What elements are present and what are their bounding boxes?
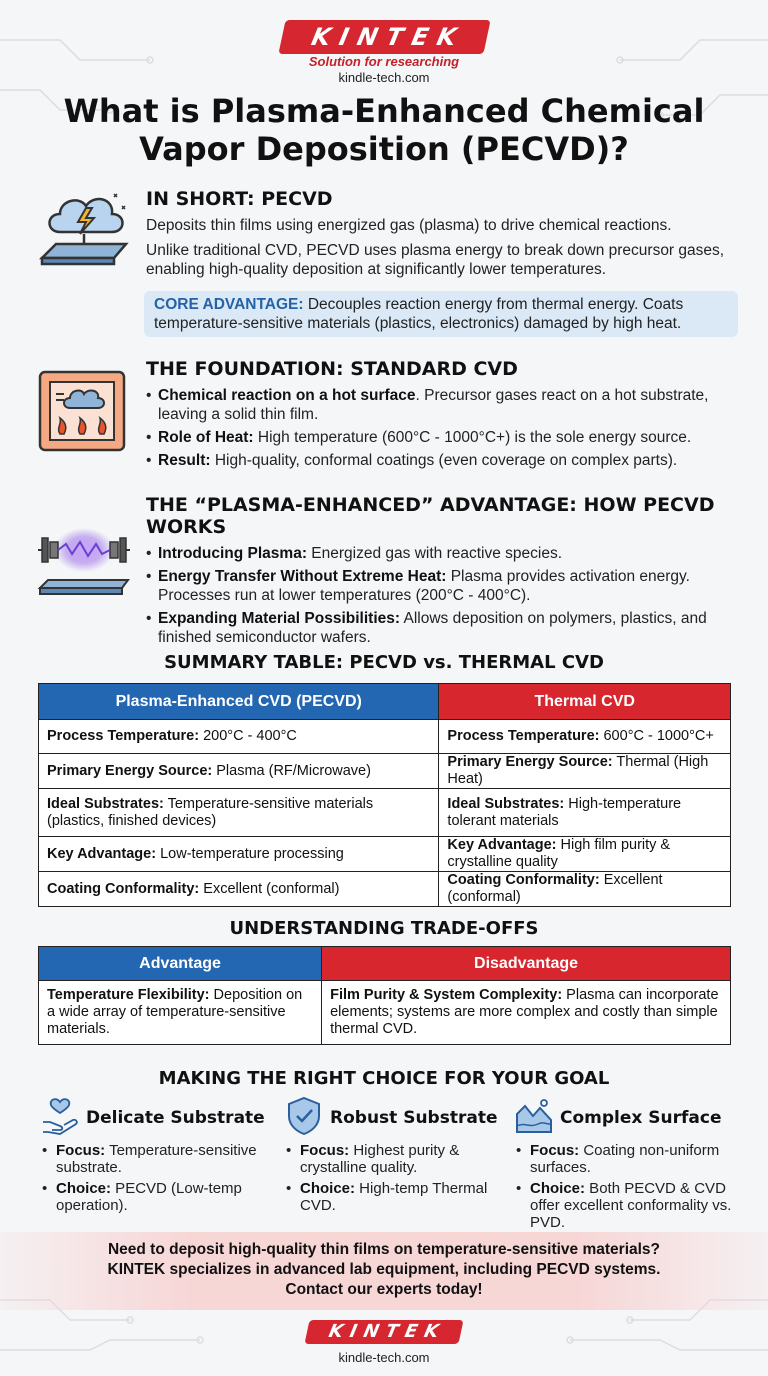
tagline: Solution for researching bbox=[308, 54, 460, 69]
hand-heart-icon bbox=[40, 1096, 80, 1136]
footer-logo[interactable] bbox=[0, 1320, 768, 1344]
list-item: • Focus: Coating non-uniform surfaces. bbox=[530, 1142, 749, 1176]
summary-table bbox=[38, 683, 731, 907]
tradeoffs-table bbox=[38, 946, 731, 1045]
plasma-heading: THE “PLASMA-ENHANCED” ADVANTAGE: HOW PECVD WORKS bbox=[146, 494, 715, 538]
list-item: • Role of Heat: High temperature (600°C - 1000°C+) is the sole energy source. bbox=[158, 428, 738, 447]
table-row: Key Advantage: Low-temperature processing Key Advantage: High film purity & crystalline quality bbox=[39, 837, 731, 872]
table-row: Coating Conformality: Excellent (conformal) Coating Conformality: Excellent (conformal) bbox=[39, 872, 731, 907]
call-to-action: Need to deposit high-quality thin films on temperature-sensitive materials? KINTEK specializes in advanced lab equipment, including PECVD systems. Contact our experts today! bbox=[0, 1232, 768, 1310]
in-short-heading: IN SHORT: PECVD bbox=[146, 188, 333, 210]
choice-column-title: Complex Surface bbox=[560, 1108, 722, 1128]
furnace-icon bbox=[36, 370, 132, 454]
choice-column-title: Robust Substrate bbox=[330, 1108, 498, 1128]
disadvantage-header: Disadvantage bbox=[322, 947, 731, 981]
list-item: • Focus: Temperature-sensitive substrate. bbox=[56, 1142, 275, 1176]
logo-text: KINTEK bbox=[278, 20, 490, 54]
in-short-p1: Deposits thin films using energized gas (plasma) to drive chemical reactions. bbox=[146, 217, 672, 234]
table-row: Primary Energy Source: Plasma (RF/Microwave) Primary Energy Source: Thermal (High Heat) bbox=[39, 754, 731, 789]
choice-robust-substrate bbox=[284, 1100, 519, 1218]
list-item: • Result: High-quality, conformal coatings (even coverage on complex parts). bbox=[158, 451, 738, 470]
table-row: Ideal Substrates: Temperature-sensitive materials (plastics, finished devices) Ideal Substrates: High-temperature tolerant materials bbox=[39, 789, 731, 837]
advantage-header: Advantage bbox=[39, 947, 322, 981]
choice-title: MAKING THE RIGHT CHOICE FOR YOUR GOAL bbox=[158, 1068, 610, 1089]
core-advantage-text: Decouples reaction energy from thermal energy. Coats temperature-sensitive materials (plastics, electronics) damaged by high heat. bbox=[154, 296, 684, 332]
list-item: • Choice: PECVD (Low-temp operation). bbox=[56, 1180, 275, 1214]
table-header-row bbox=[39, 947, 731, 981]
contact-link[interactable]: Contact our experts today! bbox=[285, 1281, 483, 1298]
core-advantage-label: CORE ADVANTAGE: bbox=[154, 296, 304, 313]
list-item: • Choice: Both PECVD & CVD offer excellent conformality vs. PVD. bbox=[530, 1180, 749, 1231]
shield-check-icon bbox=[284, 1096, 324, 1136]
choice-delicate-substrate bbox=[40, 1100, 275, 1218]
plasma-cloud-icon bbox=[36, 186, 132, 278]
choice-column-title: Delicate Substrate bbox=[86, 1108, 265, 1128]
site-url[interactable]: kindle-tech.com bbox=[338, 70, 430, 85]
tradeoffs-title: UNDERSTANDING TRADE-OFFS bbox=[229, 918, 539, 939]
foundation-heading: THE FOUNDATION: STANDARD CVD bbox=[146, 358, 518, 380]
in-short-p2: Unlike traditional CVD, PECVD uses plasma energy to break down precursor gases, enabling high-quality deposition at significantly lower temperatures. bbox=[146, 242, 725, 278]
page-title: What is Plasma-Enhanced Chemical Vapor Deposition (PECVD)? bbox=[63, 92, 705, 168]
logo-text: KINTEK bbox=[304, 1320, 463, 1344]
terrain-icon bbox=[514, 1096, 554, 1136]
in-short-section bbox=[146, 188, 738, 337]
list-item: • Chemical reaction on a hot surface. Precursor gases react on a hot substrate, leaving a solid thin film. bbox=[158, 386, 738, 424]
list-item: • Focus: Highest purity & crystalline quality. bbox=[300, 1142, 519, 1176]
list-item: • Choice: High-temp Thermal CVD. bbox=[300, 1180, 519, 1214]
foundation-section bbox=[146, 358, 738, 474]
list-item: • Expanding Material Possibilities: Allows deposition on polymers, plastics, and finished semiconductor wafers. bbox=[158, 609, 738, 647]
plasma-section bbox=[146, 494, 738, 651]
choice-complex-surface bbox=[514, 1100, 749, 1235]
pecvd-column-header: Plasma-Enhanced CVD (PECVD) bbox=[39, 684, 439, 720]
plasma-electrode-icon bbox=[36, 520, 132, 604]
table-row: Process Temperature: 200°C - 400°C Process Temperature: 600°C - 1000°C+ bbox=[39, 720, 731, 754]
core-advantage-box bbox=[144, 291, 738, 337]
kintek-logo[interactable] bbox=[0, 20, 768, 54]
list-item: • Energy Transfer Without Extreme Heat: Plasma provides activation energy. Processes run at lower temperatures (200°C - 400°C). bbox=[158, 567, 738, 605]
footer-site-url[interactable]: kindle-tech.com bbox=[338, 1350, 430, 1365]
summary-table-title: SUMMARY TABLE: PECVD vs. THERMAL CVD bbox=[164, 652, 604, 673]
list-item: • Introducing Plasma: Energized gas with reactive species. bbox=[158, 544, 738, 563]
table-header-row bbox=[39, 684, 731, 720]
table-row: Temperature Flexibility: Deposition on a wide array of temperature-sensitive materials. Film Purity & System Complexity: Plasma can incorporate elements; systems are more complex and costly than simple thermal CVD. bbox=[39, 981, 731, 1045]
plasma-list bbox=[146, 544, 738, 647]
thermal-column-header: Thermal CVD bbox=[439, 684, 731, 720]
foundation-list bbox=[146, 386, 738, 470]
